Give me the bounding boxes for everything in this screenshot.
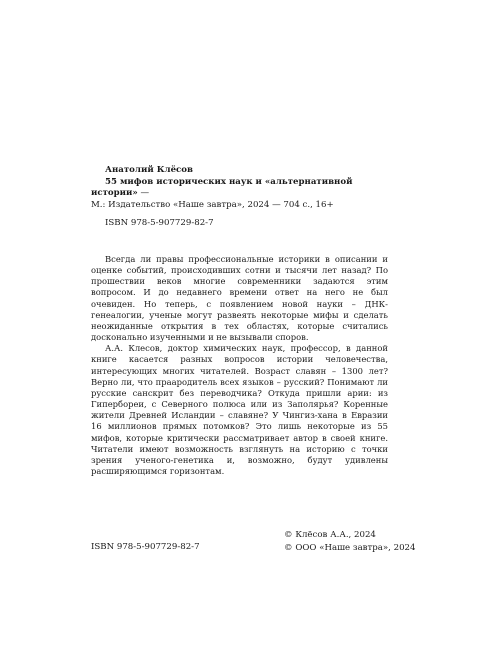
catalog-isbn: ISBN 978-5-907729-82-7 (105, 218, 214, 229)
abstract-paragraph-1: Всегда ли правы профессиональные историки в описании и оценке событий, происходивших сотни и тысячи лет назад? По прошествии веков многие современники задаются этим вопросом. И до недавнего времени ответ на него не был очевиден. Но теперь, с появлением новой науки – ДНК-генеалогии, ученые могут развеять некоторые мифы и сделать неожиданные открытия в тех областях, которые считались досконально изученными и не вызывали споров. (91, 254, 388, 343)
abstract-paragraph-2: А.А. Клесов, доктор химических наук, профессор, в данной книге касается разных вопросов истории человечества, интересующих многих читателей. Возраст славян – 1300 лет? Верно ли, что праародитель всех языков – русский? Понимают ли русские санскрит без переводчика? Откуда пришли арии: из Гипербореи, с Северного полюса или из Заполярья? Коренные жители Древней Исландии – славяне? У Чингиз-хана в Евразии 16 миллионов прямых потомков? Это лишь некоторые из 55 мифов, которые критически рассматривает автор в своей книге. Читатели имеют возможность взглянуть на историю с точки зрения ученого-генетика и, возможно, будут удивлены расширяющимся горизонтам. (91, 343, 388, 476)
book-title-line (91, 177, 391, 200)
book-abstract (91, 254, 388, 477)
publisher-line: М.: Издательство «Наше завтра», 2024 — 704 с., 16+ (91, 199, 334, 210)
footer-isbn: ISBN 978-5-907729-82-7 (91, 542, 200, 552)
catalog-record (91, 165, 391, 230)
copyright-block (284, 529, 416, 554)
book-title: 55 мифов исторических наук и «альтернативной истории» (91, 176, 353, 199)
copyright-author: © Клёсов А.А., 2024 (284, 530, 376, 540)
author-name: Анатолий Клёсов (105, 165, 193, 175)
copyright-publisher: © ООО «Наше завтра», 2024 (284, 542, 416, 553)
title-dash: — (137, 188, 150, 199)
